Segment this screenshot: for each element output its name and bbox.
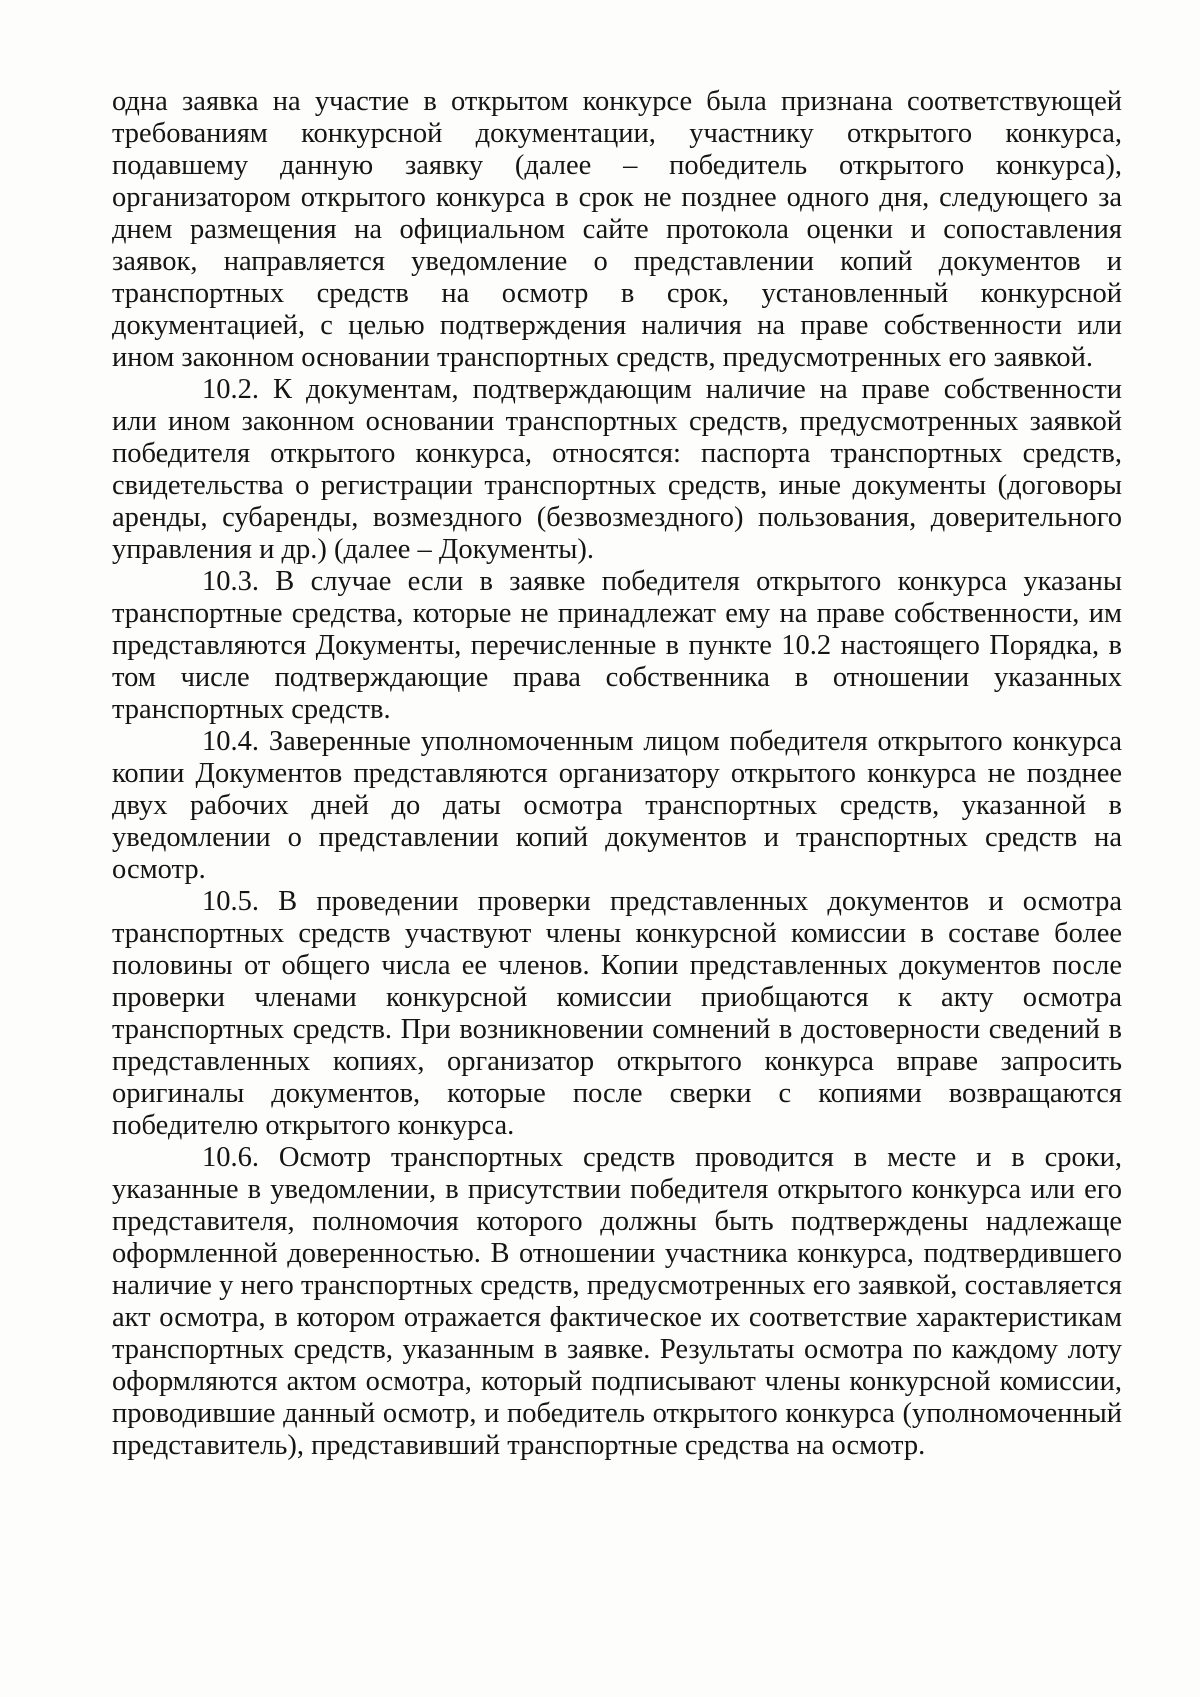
paragraph-10-2: 10.2. К документам, подтверждающим наличие на праве собственности или ином законном основании транспортных средств, предусмотренных заявкой победителя открытого конкурса, относятся: паспорта транспортных средств, свидетельства о регистрации транспортных средств, иные документы (договоры аренды, субаренды, возмездного (безвозмездного) пользования, доверительного управления и др.) (далее – Документы).: [112, 374, 1122, 565]
paragraph-10-4: 10.4. Заверенные уполномоченным лицом победителя открытого конкурса копии Документов представляются организатору открытого конкурса не позднее двух рабочих дней до даты осмотра транспортных средств, указанной в уведомлении о представлении копий документов и транспортных средств на осмотр.: [112, 726, 1122, 885]
paragraph-10-6: 10.6. Осмотр транспортных средств проводится в месте и в сроки, указанные в уведомлении, в присутствии победителя открытого конкурса или его представителя, полномочия которого должны быть подтверждены надлежаще оформленной доверенностью. В отношении участника конкурса, подтвердившего наличие у него транспортных средств, предусмотренных его заявкой, составляется акт осмотра, в котором отражается фактическое их соответствие характеристикам транспортных средств, указанным в заявке. Результаты осмотра по каждому лоту оформляются актом осмотра, который подписывают члены конкурсной комиссии, проводившие данный осмотр, и победитель открытого конкурса (уполномоченный представитель), представивший транспортные средства на осмотр.: [112, 1142, 1122, 1461]
paragraph-10-5: 10.5. В проведении проверки представленных документов и осмотра транспортных средств участвуют члены конкурсной комиссии в составе более половины от общего числа ее членов. Копии представленных документов после проверки членами конкурсной комиссии приобщаются к акту осмотра транспортных средств. При возникновении сомнений в достоверности сведений в представленных копиях, организатор открытого конкурса вправе запросить оригиналы документов, которые после сверки с копиями возвращаются победителю открытого конкурса.: [112, 886, 1122, 1141]
paragraph-10-3: 10.3. В случае если в заявке победителя открытого конкурса указаны транспортные средства, которые не принадлежат ему на праве собственности, им представляются Документы, перечисленные в пункте 10.2 настоящего Порядка, в том числе подтверждающие права собственника в отношении указанных транспортных средств.: [112, 566, 1122, 725]
paragraph-continuation: одна заявка на участие в открытом конкурсе была признана соответствующей требованиям конкурсной документации, участнику открытого конкурса, подавшему данную заявку (далее – победитель открытого конкурса), организатором открытого конкурса в срок не позднее одного дня, следующего за днем размещения на официальном сайте протокола оценки и сопоставления заявок, направляется уведомление о представлении копий документов и транспортных средств на осмотр в срок, установленный конкурсной документацией, с целью подтверждения наличия на праве собственности или ином законном основании транспортных средств, предусмотренных его заявкой.: [112, 86, 1122, 373]
document-body: [112, 86, 1122, 1462]
